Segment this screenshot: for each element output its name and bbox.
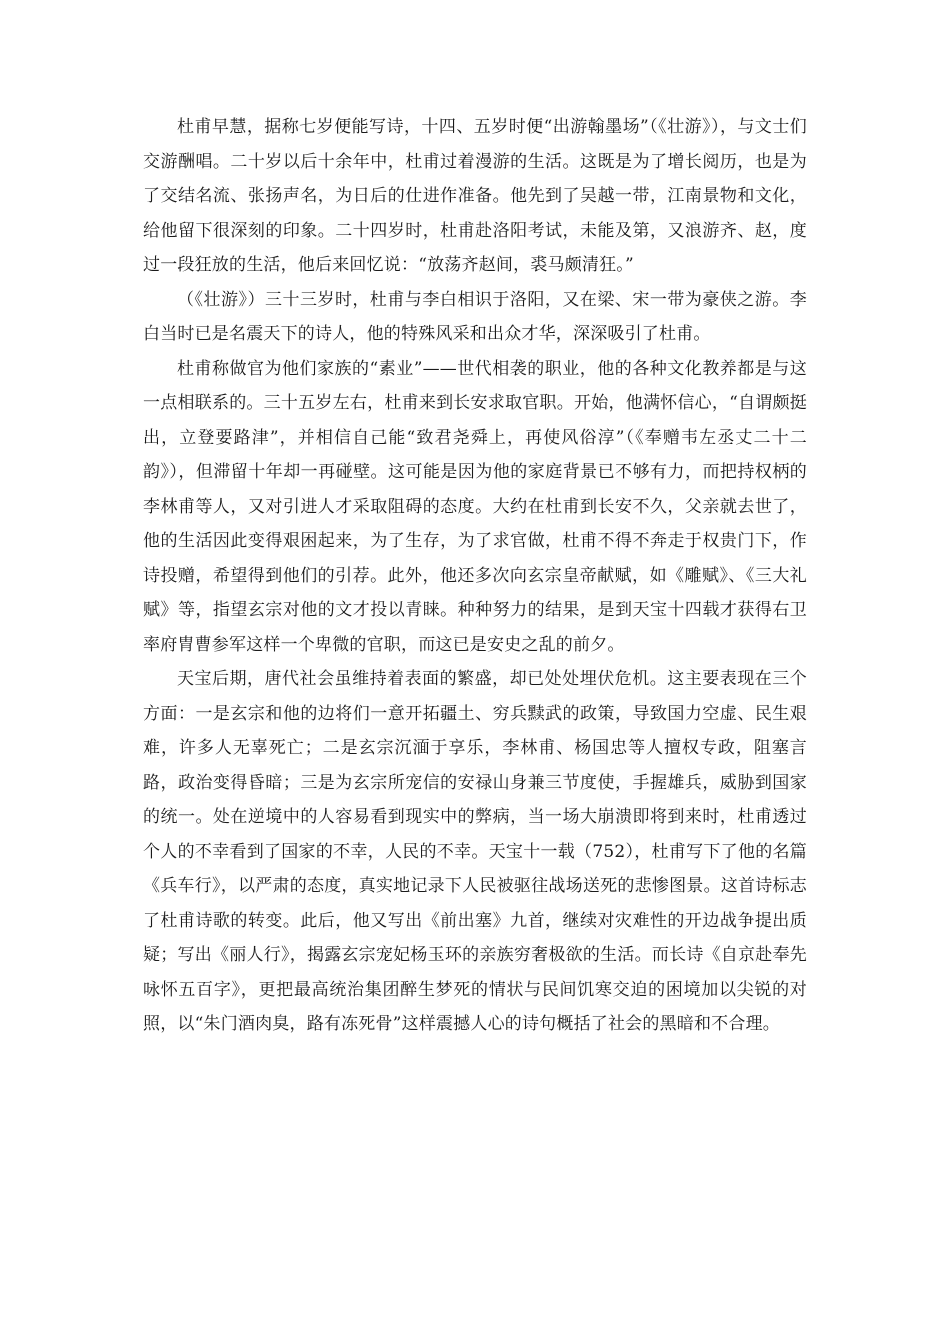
- paragraph-4: 天宝后期，唐代社会虽维持着表面的繁盛，却已处处埋伏危机。这主要表现在三个方面：一是玄宗和他的边将们一意开拓疆土、穷兵黩武的政策，导致国力空虚、民生艰难，许多人无辜死亡；二是玄宗沉湎于享乐，李林甫、杨国忠等人擅权专政，阻塞言路，政治变得昏暗；三是为玄宗所宠信的安禄山身兼三节度使，手握雄兵，威胁到国家的统一。处在逆境中的人容易看到现实中的弊病，当一场大崩溃即将到来时，杜甫透过个人的不幸看到了国家的不幸，人民的不幸。天宝十一载（752），杜甫写下了他的名篇《兵车行》，以严肃的态度，真实地记录下人民被驱往战场送死的悲惨图景。这首诗标志了杜甫诗歌的转变。此后，他又写出《前出塞》九首，继续对灾难性的开边战争提出质疑；写出《丽人行》，揭露玄宗宠妃杨玉环的亲族穷奢极欲的生活。而长诗《自京赴奉先咏怀五百字》，更把最高统治集团醉生梦死的情状与民间饥寒交迫的困境加以尖锐的对照，以“朱门酒肉臭，路有冻死骨”这样震撼人心的诗句概括了社会的黑暗和不合理。: [143, 669, 807, 1034]
- paragraph-2: （《壮游》）三十三岁时，杜甫与李白相识于洛阳，又在梁、宋一带为豪侠之游。李白当时已是名震天下的诗人，他的特殊风采和出众才华，深深吸引了杜甫。: [143, 289, 807, 344]
- document-body: [143, 110, 807, 1042]
- paragraph-3: 杜甫称做官为他们家族的“素业”——世代相袭的职业，他的各种文化教养都是与这一点相联系的。三十五岁左右，杜甫来到长安求取官职。开始，他满怀信心，“自谓颇挺出，立登要路津”，并相信自己能“致君尧舜上，再使风俗淳”（《奉赠韦左丞丈二十二韵》），但滞留十年却一再碰壁。这可能是因为他的家庭背景已不够有力，而把持权柄的李林甫等人，又对引进人才采取阻碍的态度。大约在杜甫到长安不久，父亲就去世了，他的生活因此变得艰困起来，为了生存，为了求官做，杜甫不得不奔走于权贵门下，作诗投赠，希望得到他们的引荐。此外，他还多次向玄宗皇帝献赋，如《雕赋》、《三大礼赋》等，指望玄宗对他的文才投以青睐。种种努力的结果，是到天宝十四载才获得右卫率府胄曹参军这样一个卑微的官职，而这已是安史之乱的前夕。: [143, 358, 807, 655]
- paragraph-1: 杜甫早慧，据称七岁便能写诗，十四、五岁时便“出游翰墨场”（《壮游》），与文士们交游酬唱。二十岁以后十余年中，杜甫过着漫游的生活。这既是为了增长阅历，也是为了交结名流、张扬声名，为日后的仕进作准备。他先到了吴越一带，江南景物和文化，给他留下很深刻的印象。二十四岁时，杜甫赴洛阳考试，未能及第，又浪游齐、赵，度过一段狂放的生活，他后来回忆说：“放荡齐赵间，裘马颇清狂。”: [143, 117, 807, 275]
